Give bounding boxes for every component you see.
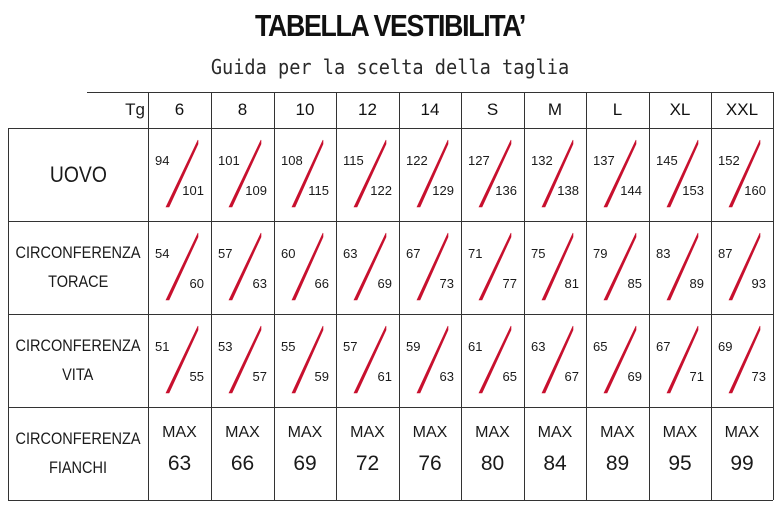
- slash-divider: [649, 314, 711, 407]
- range-cell: [524, 221, 586, 314]
- range-min: 108: [281, 153, 303, 168]
- range-cell: [649, 221, 711, 314]
- range-max: 136: [495, 183, 517, 198]
- range-min: 83: [656, 246, 671, 261]
- size-header: 10: [295, 100, 315, 119]
- range-cell: [586, 314, 649, 407]
- range-cell: [586, 128, 649, 221]
- max-cell: [711, 407, 773, 500]
- range-max: 85: [627, 276, 642, 291]
- range-min: 67: [656, 339, 671, 354]
- max-cell: [649, 407, 711, 500]
- range-min: 127: [468, 153, 490, 168]
- range-cell: [649, 128, 711, 221]
- row-label: [8, 128, 148, 221]
- range-max: 69: [377, 276, 392, 291]
- range-max: 115: [308, 183, 329, 198]
- range-cell: [336, 128, 399, 221]
- slash-divider: [586, 314, 649, 407]
- range-min: 115: [343, 153, 364, 168]
- max-label: MAX: [662, 424, 698, 441]
- range-cell: [711, 221, 773, 314]
- max-label: MAX: [475, 424, 510, 441]
- slash-divider: [399, 314, 461, 407]
- range-min: 67: [406, 246, 421, 261]
- max-cell: [461, 407, 524, 500]
- range-cell: [399, 128, 461, 221]
- slash-divider: [649, 128, 711, 221]
- slash-divider: [211, 314, 274, 407]
- range-min: 152: [718, 153, 740, 168]
- range-max: 73: [439, 276, 454, 291]
- slash-divider: [274, 221, 336, 314]
- range-max: 60: [189, 276, 204, 291]
- max-value: 63: [167, 452, 192, 475]
- range-cell: [148, 221, 211, 314]
- range-cell: [399, 221, 461, 314]
- slash-divider: [336, 128, 399, 221]
- row-label: [8, 221, 148, 314]
- range-max: 129: [432, 183, 454, 198]
- range-min: 59: [406, 339, 421, 354]
- row-label-line: CIRCONFERENZA: [15, 429, 141, 448]
- range-cell: [274, 314, 336, 407]
- range-min: 51: [155, 339, 170, 354]
- max-value: 95: [668, 452, 692, 475]
- row-label: [8, 407, 148, 500]
- slash-divider: [711, 128, 773, 221]
- range-max: 109: [245, 183, 267, 198]
- size-header: XL: [669, 100, 691, 119]
- slash-divider: [211, 128, 274, 221]
- range-min: 54: [155, 246, 170, 261]
- max-value: 84: [543, 452, 567, 475]
- range-cell: [586, 221, 649, 314]
- size-header: M: [547, 100, 563, 119]
- range-max: 63: [439, 369, 454, 384]
- range-max: 55: [189, 369, 204, 384]
- range-cell: [211, 128, 274, 221]
- max-label: MAX: [600, 424, 635, 441]
- size-header: 12: [358, 100, 377, 119]
- slash-divider: [148, 314, 211, 407]
- max-cell: [274, 407, 336, 500]
- range-min: 60: [281, 246, 296, 261]
- row-label-line: UOVO: [49, 162, 107, 187]
- range-max: 71: [689, 369, 704, 384]
- max-value: 66: [230, 452, 255, 475]
- range-max: 66: [314, 276, 329, 291]
- slash-divider: [336, 221, 399, 314]
- size-header: 14: [420, 100, 440, 119]
- max-cell: [586, 407, 649, 500]
- page-title: TABELLA VESTIBILITA’: [255, 8, 525, 43]
- max-label: MAX: [537, 424, 573, 441]
- range-max: 81: [564, 276, 579, 291]
- max-value: 89: [605, 452, 630, 475]
- range-min: 53: [218, 339, 233, 354]
- slash-divider: [274, 128, 336, 221]
- range-max: 93: [751, 276, 766, 291]
- range-max: 144: [620, 183, 642, 198]
- max-label: MAX: [225, 424, 260, 441]
- range-cell: [274, 221, 336, 314]
- range-min: 137: [593, 153, 615, 168]
- slash-divider: [148, 128, 211, 221]
- max-cell: [336, 407, 399, 500]
- max-value: 72: [355, 452, 380, 475]
- range-min: 79: [593, 246, 608, 261]
- range-min: 101: [218, 153, 240, 168]
- range-max: 138: [557, 183, 579, 198]
- range-cell: [524, 314, 586, 407]
- page-subtitle: Guida per la scelta della taglia: [210, 55, 570, 79]
- max-cell: [524, 407, 586, 500]
- range-min: 57: [218, 246, 233, 261]
- range-min: 132: [531, 153, 553, 168]
- range-max: 89: [689, 276, 704, 291]
- slash-divider: [711, 221, 773, 314]
- max-label: MAX: [287, 424, 323, 441]
- max-label: MAX: [162, 424, 197, 441]
- max-value: 80: [480, 452, 505, 475]
- size-header: 8: [237, 100, 248, 119]
- range-cell: [524, 128, 586, 221]
- range-cell: [461, 128, 524, 221]
- range-min: 61: [468, 339, 483, 354]
- max-value: 69: [293, 452, 317, 475]
- range-max: 65: [502, 369, 517, 384]
- slash-divider: [336, 314, 399, 407]
- size-header: S: [486, 100, 499, 119]
- range-max: 57: [252, 369, 267, 384]
- slash-divider: [211, 221, 274, 314]
- slash-divider: [524, 221, 586, 314]
- range-max: 122: [370, 183, 392, 198]
- slash-divider: [586, 128, 649, 221]
- range-min: 63: [531, 339, 546, 354]
- range-cell: [711, 128, 773, 221]
- row-label-line: CIRCONFERENZA: [15, 243, 141, 262]
- range-min: 69: [718, 339, 733, 354]
- range-cell: [711, 314, 773, 407]
- max-value: 76: [418, 452, 442, 475]
- range-min: 145: [656, 153, 678, 168]
- range-max: 73: [751, 369, 766, 384]
- range-min: 55: [281, 339, 296, 354]
- range-max: 63: [252, 276, 267, 291]
- slash-divider: [148, 221, 211, 314]
- slash-divider: [399, 221, 461, 314]
- table-rule: [8, 500, 773, 501]
- range-max: 67: [564, 369, 579, 384]
- range-cell: [336, 314, 399, 407]
- max-value: 99: [730, 452, 754, 475]
- range-max: 77: [502, 276, 517, 291]
- max-label: MAX: [350, 424, 385, 441]
- slash-divider: [461, 221, 524, 314]
- row-label: [8, 314, 148, 407]
- range-max: 59: [314, 369, 329, 384]
- slash-divider: [461, 128, 524, 221]
- slash-divider: [274, 314, 336, 407]
- max-label: MAX: [412, 424, 448, 441]
- range-cell: [649, 314, 711, 407]
- range-min: 122: [406, 153, 428, 168]
- row-label-line: TORACE: [47, 272, 109, 291]
- range-cell: [148, 314, 211, 407]
- range-max: 61: [377, 369, 392, 384]
- size-header: 6: [174, 100, 185, 119]
- range-cell: [274, 128, 336, 221]
- row-label-line: CIRCONFERENZA: [15, 336, 141, 355]
- range-max: 153: [682, 183, 704, 198]
- table-rule: [773, 92, 774, 500]
- size-header: L: [612, 100, 623, 119]
- range-min: 94: [155, 153, 170, 168]
- range-cell: [211, 314, 274, 407]
- range-cell: [399, 314, 461, 407]
- range-cell: [461, 221, 524, 314]
- slash-divider: [524, 128, 586, 221]
- range-max: 69: [627, 369, 642, 384]
- max-cell: [148, 407, 211, 500]
- slash-divider: [399, 128, 461, 221]
- range-min: 71: [468, 246, 483, 261]
- range-cell: [336, 221, 399, 314]
- slash-divider: [711, 314, 773, 407]
- slash-divider: [649, 221, 711, 314]
- range-min: 63: [343, 246, 358, 261]
- range-max: 101: [182, 183, 204, 198]
- slash-divider: [524, 314, 586, 407]
- range-min: 65: [593, 339, 608, 354]
- row-label-line: FIANCHI: [48, 458, 108, 477]
- range-cell: [461, 314, 524, 407]
- slash-divider: [461, 314, 524, 407]
- slash-divider: [586, 221, 649, 314]
- range-cell: [148, 128, 211, 221]
- range-min: 75: [531, 246, 546, 261]
- range-cell: [211, 221, 274, 314]
- max-label: MAX: [724, 424, 760, 441]
- range-min: 57: [343, 339, 358, 354]
- max-cell: [211, 407, 274, 500]
- range-min: 87: [718, 246, 733, 261]
- size-header: XXL: [725, 100, 759, 119]
- range-max: 160: [744, 183, 766, 198]
- row-label-line: VITA: [62, 365, 94, 384]
- max-cell: [399, 407, 461, 500]
- tg-label: Tg: [125, 100, 145, 119]
